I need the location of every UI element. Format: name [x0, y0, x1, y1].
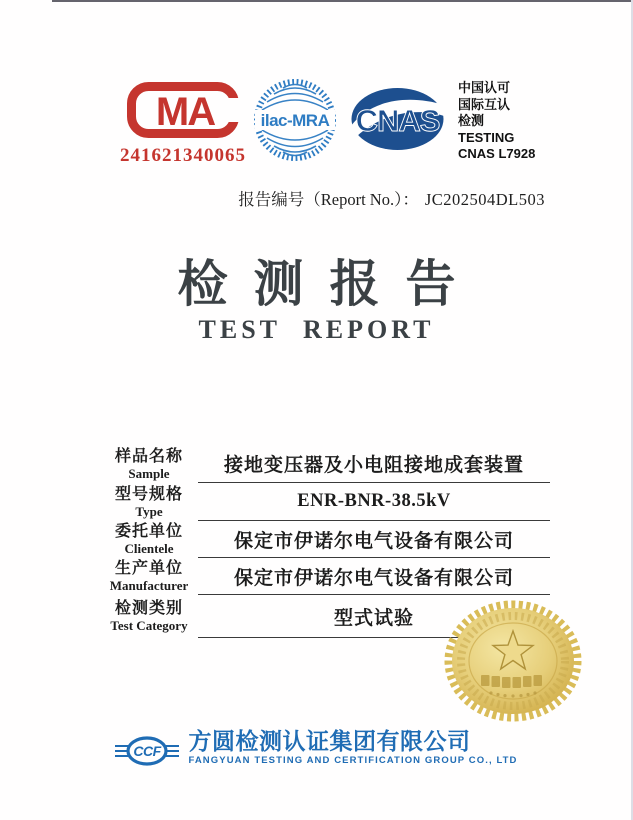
field-label-cn: 生产单位: [114, 560, 183, 577]
field-label-en: Test Category: [110, 618, 188, 633]
field-label-en: Sample: [128, 465, 170, 481]
field-label: [100, 483, 198, 521]
field-value: [198, 483, 550, 521]
footer-company-names: [188, 729, 517, 766]
field-value-text: 保定市伊诺尔电气设备有限公司: [233, 530, 514, 552]
field-label-en: Clientele: [124, 541, 174, 556]
company-name-en: FANGYUAN TESTING AND CERTIFICATION GROUP CO., LTD: [188, 755, 518, 766]
report-number-line: [0, 186, 633, 210]
accreditation-text-block: [458, 80, 535, 163]
table-row: [100, 445, 550, 483]
field-label-cn: 样品名称: [114, 447, 183, 465]
table-row: [100, 483, 550, 521]
cma-certificate-number: 241621340065: [120, 145, 246, 166]
gold-seal: [441, 599, 585, 723]
cnas-letters: CNAS: [355, 103, 440, 138]
ilac-mra-mark: [253, 77, 337, 168]
accreditation-line: 检测: [458, 113, 485, 128]
field-value: [198, 445, 550, 483]
report-number-value: JC202504DL503: [424, 190, 545, 209]
field-label: [100, 595, 198, 638]
field-label-cn: 检测类别: [114, 600, 183, 617]
field-label-en: Manufacturer: [109, 578, 189, 593]
cma-logo-icon: [127, 82, 239, 138]
gold-seal-icon: [441, 599, 585, 723]
cma-accreditation-mark: [116, 82, 250, 167]
accreditation-line: 中国认可: [458, 80, 511, 95]
field-label-en: Type: [135, 503, 163, 519]
footer-company-block: [0, 729, 633, 774]
cnas-logo-icon: [350, 86, 445, 152]
table-row: [100, 558, 550, 595]
field-label: [100, 521, 198, 558]
field-label: [100, 445, 198, 483]
company-name-cn: 方圆检测认证集团有限公司: [188, 728, 471, 754]
field-value: [198, 521, 550, 558]
field-value-text: 接地变压器及小电阻接地成套装置: [223, 455, 524, 476]
page-title-english: TEST REPORT: [198, 315, 435, 344]
field-value-text: 型式试验: [333, 607, 414, 629]
cma-letters: MA: [155, 90, 215, 134]
ilac-mra-logo-icon: [253, 77, 337, 163]
accreditation-line: TESTING: [458, 129, 515, 145]
field-value: [198, 558, 550, 595]
field-label-cn: 委托单位: [114, 523, 183, 540]
accreditation-line: CNAS L7928: [458, 146, 536, 161]
scan-edge-top: [52, 0, 633, 2]
page-title: 检测报告: [177, 256, 482, 312]
field-label: [100, 558, 198, 595]
ccf-letters: CCF: [133, 743, 162, 759]
field-value-text: 保定市伊诺尔电气设备有限公司: [233, 567, 514, 589]
cnas-accreditation-mark: [350, 86, 445, 157]
field-value-text: ENR-BNR-38.5kV: [297, 491, 451, 511]
report-number-label: 报告编号（Report No.）：: [238, 190, 419, 209]
accreditation-line: 国际互认: [458, 96, 511, 112]
ccf-logo: [115, 733, 179, 774]
ilac-mra-letters: ilac-MRA: [260, 111, 330, 130]
ccf-logo-icon: [115, 733, 179, 769]
field-label-cn: 型号规格: [114, 485, 183, 503]
table-row: [100, 521, 550, 558]
